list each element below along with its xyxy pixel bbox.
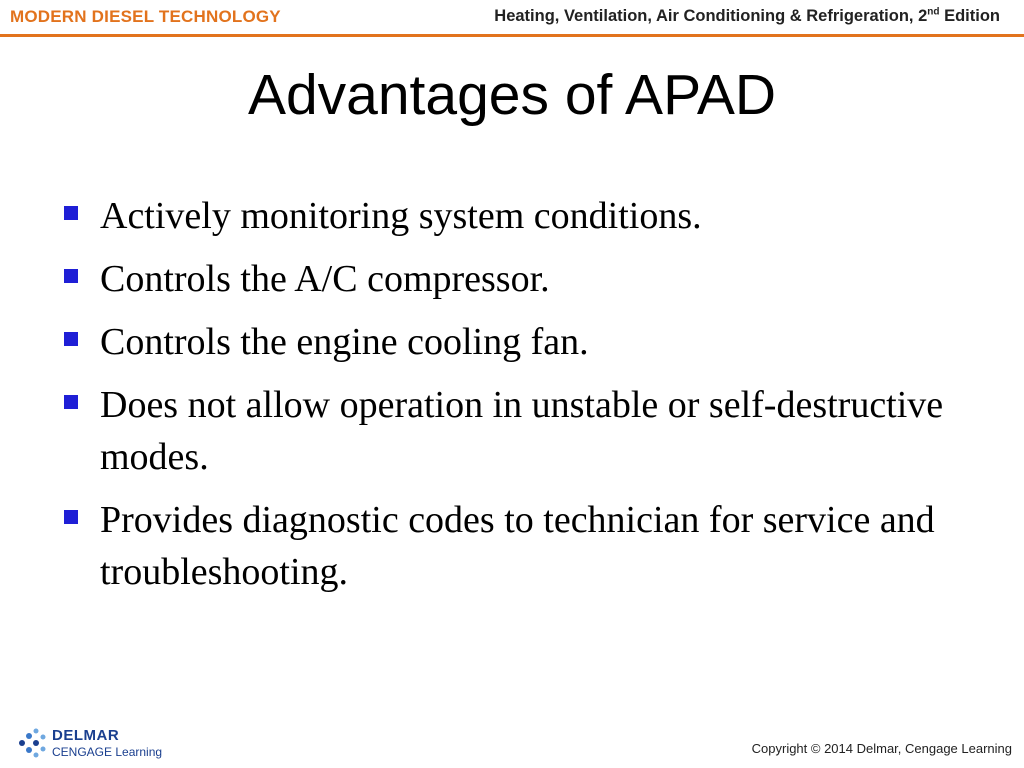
square-bullet-icon: [64, 269, 78, 283]
book-title: [494, 7, 1000, 26]
bullet-text: Does not allow operation in unstable or self-destructive modes.: [100, 384, 944, 478]
square-bullet-icon: [64, 395, 78, 409]
logo-name: DELMAR: [52, 727, 120, 744]
delmar-logo-icon: [16, 728, 46, 758]
bullet-item: [64, 379, 964, 483]
copyright-notice: Copyright © 2014 Delmar, Cengage Learning: [751, 741, 1012, 756]
bullet-item: [64, 316, 964, 368]
square-bullet-icon: [64, 332, 78, 346]
edition-word: Edition: [944, 7, 1000, 25]
brand-name: MODERN DIESEL TECHNOLOGY: [10, 7, 281, 26]
slide-title: Advantages of APAD: [247, 63, 777, 127]
book-title-text: Heating, Ventilation, Air Conditioning & Refrigeration, 2: [494, 7, 928, 25]
delmar-logo: [16, 726, 186, 764]
square-bullet-icon: [64, 206, 78, 220]
bullet-item: [64, 494, 964, 598]
logo-subtitle: CENGAGE Learning: [52, 745, 163, 759]
header-rule: [0, 34, 1024, 37]
edition-suffix: nd: [927, 6, 940, 18]
bullet-text: Provides diagnostic codes to technician for service and troubleshooting.: [100, 499, 935, 593]
bullet-item: [64, 190, 964, 242]
bullet-text: Controls the A/C compressor.: [100, 258, 550, 300]
bullet-text: Actively monitoring system conditions.: [100, 195, 702, 237]
header-bar: [0, 0, 1024, 34]
bullet-list: [64, 190, 964, 609]
square-bullet-icon: [64, 510, 78, 524]
bullet-text: Controls the engine cooling fan.: [100, 321, 589, 363]
bullet-item: [64, 253, 964, 305]
